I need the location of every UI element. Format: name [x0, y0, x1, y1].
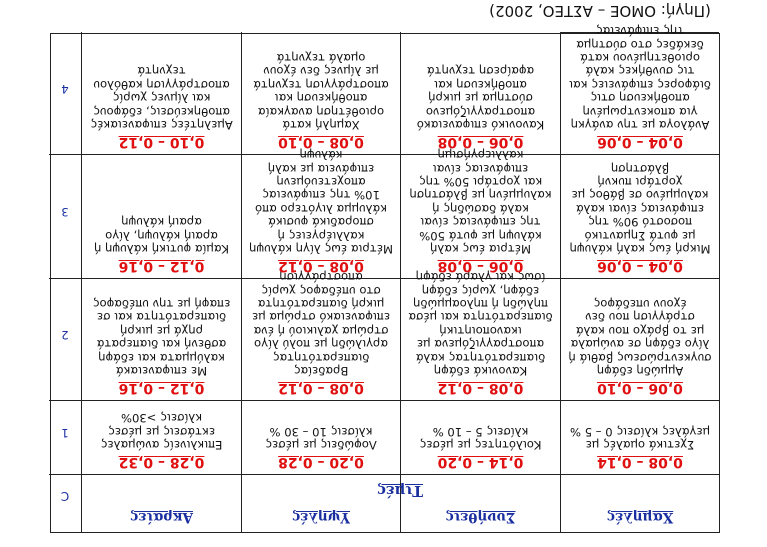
range-value: 0,04 – 0,06 — [597, 258, 683, 274]
table-cell — [241, 270, 400, 400]
table-cell — [400, 270, 560, 400]
range-value: 0,20 – 0,28 — [278, 454, 364, 470]
row-number — [49, 154, 81, 278]
cell-description: Αμελητέες επιφανειακές αποθηκεύσεις, εδάφους και λίμνες χωρίς αποστράγγιση καθόλου τεχνητά — [90, 64, 233, 132]
column-header-low: Χαμηλές — [606, 509, 674, 525]
cell-description: Αμμώδη εδάφη συγκεντρώσεως βαθιά ή λίγο εδάφη σε ανώμαλα με το βράχο που καλά στράγγιση που δεν έχουν υπεδάφος — [568, 296, 712, 378]
cell-description: Λοφώδεις με μέσες κλίσεις 10 – 30 % — [265, 424, 377, 452]
table-cell — [241, 32, 400, 154]
range-value: 0,04 – 0,06 — [597, 134, 683, 150]
range-value: 0,08 – 0,12 — [278, 258, 364, 274]
cell-description: Καμία φυτική κάλυψη ή αραιή κάλυψη, λίγο αραιή κάλυψη — [93, 215, 230, 256]
range-value: 0,28 – 0,32 — [118, 454, 205, 470]
cell-description: Ανάλογα με την ανάγκη για αποκεντρωμένη αποθήκευση στις διάφορες επιφάνειες και τις συνθήκες καλά οριοθετημένου κατά δεκάδες στο σύστημα της επιφάνειας — [569, 24, 711, 132]
cell-description: Κοιλότητες με μέσες κλίσεις 5 – 10 % — [419, 424, 542, 452]
row-number-label: 3 — [61, 205, 69, 220]
range-value: 0,08 – 0,14 — [597, 454, 683, 470]
cell-description: Επικλινείς ανώμαλες εκτάσεις με μέσες κλίσεις >30% — [100, 411, 223, 452]
table-cell — [400, 148, 560, 278]
range-value: 0,06 – 0,08 — [437, 134, 524, 150]
table-cell — [241, 148, 400, 278]
corner-label: C — [60, 489, 70, 503]
row-number-label: 2 — [61, 328, 69, 343]
row-number — [49, 32, 81, 154]
range-value: 0,12 – 0,16 — [118, 380, 205, 396]
range-value: 0,08 – 0,12 — [437, 380, 524, 396]
cell-description: Κανονικό επιφανειακό αποστραγγιζόμενο σύστημα με μικρή αποθήκευση και αφαίρεση τεχνητά — [416, 64, 545, 132]
cell-description: Μικρή έως καλή κάλυψη με φυτά Σημαντικό ποσοστό 90% της επιφάνειας είναι καλά καλυμμένο σε βάθος με χορτάρι πυκνή βλάστηση — [569, 161, 711, 256]
table-cell — [560, 24, 719, 154]
table-cell — [400, 400, 560, 474]
table-cell — [400, 32, 560, 154]
table-cell — [241, 400, 400, 474]
table-cell — [81, 154, 241, 278]
row-number-label: 4 — [61, 82, 69, 96]
column-header-normal: Συνήθεις — [445, 509, 516, 525]
table-cell — [560, 278, 719, 400]
cell-description: Βραδείας διαπερατότητας αργιλώδη με πολύ λίγο στρώμα χαλικιού ή ένα επιφανειακό στρώμα με μικρή διαπερατότητα στο υπέδαφος χωρίς αποστράγγιση — [251, 270, 391, 378]
table-cell — [81, 400, 241, 474]
range-value: 0,10 – 0,12 — [118, 134, 205, 150]
cell-description: Μέτρια έως καλή κάλυψη με φυτά 50% της επιφάνειας είναι καλά δασώδης ή καλυμμένη με βλάστηση και χορτάρι 50% της επιφάνειας είναι καλλιεργήσιμη — [409, 148, 552, 256]
column-header-high: Υψηλές — [291, 509, 351, 525]
cell-description: Με επιφανειακά καλύμματα και εδάφη ασθενή και διαπερατά ρηχά με μικρή διαπερατότητα και σε επαφή με την υπέδαφος — [92, 296, 231, 378]
values-title: Τιμές — [376, 482, 424, 499]
source-caption: (Πηγή: ΟΜΟΕ – ΑΣΤΕΟ, 2002) — [489, 2, 711, 20]
range-value: 0,14 – 0,20 — [437, 454, 524, 470]
row-number — [49, 278, 81, 400]
range-value: 0,08 – 0,10 — [278, 134, 364, 150]
runoff-coefficient-table — [50, 24, 720, 533]
table-cell — [560, 154, 719, 278]
header-corner — [49, 474, 81, 532]
row-number-label: 1 — [61, 426, 69, 441]
column-header-extreme: Ακραίες — [130, 509, 193, 525]
cell-description: Μέτρια έως λίγη κάλυψη καλλιέργειες ή σποραδικά φυσικά κάλυμμα λιγότερο από 10% της επιφάνειας αποχετευόμενη επιφάνεια με καλή κάλυψη — [248, 148, 394, 256]
cell-description: Κανονικά εδάφη διαπερατότητας καλά αποστραγγιζόμενα με ικανοποιητική διαπερατότητα και μέσα πηλώδη ή πηλοαμμώδη εδάφη, χωρίς εδάφη ίσως και γλαρά εδάφη — [408, 270, 553, 378]
range-value: 0,06 – 0,10 — [597, 380, 683, 396]
table-cell — [560, 400, 719, 474]
cell-description: Σχετικά ομαλές με μεγάλες κλίσεις 0 – 5 % — [569, 424, 711, 452]
table-cell — [81, 278, 241, 400]
cell-description: Χαμηλή κατά οριοθέτηση αναγκαία αποθήκευση και αποστράγγιση τεχνητά με λίμνες δεν έχουν ομαλά τεχνητά — [253, 50, 389, 132]
table-cell — [81, 32, 241, 154]
row-number — [49, 400, 81, 474]
range-value: 0,06 – 0,08 — [437, 258, 524, 274]
range-value: 0,12 – 0,16 — [118, 258, 205, 274]
range-value: 0,08 – 0,12 — [278, 380, 364, 396]
